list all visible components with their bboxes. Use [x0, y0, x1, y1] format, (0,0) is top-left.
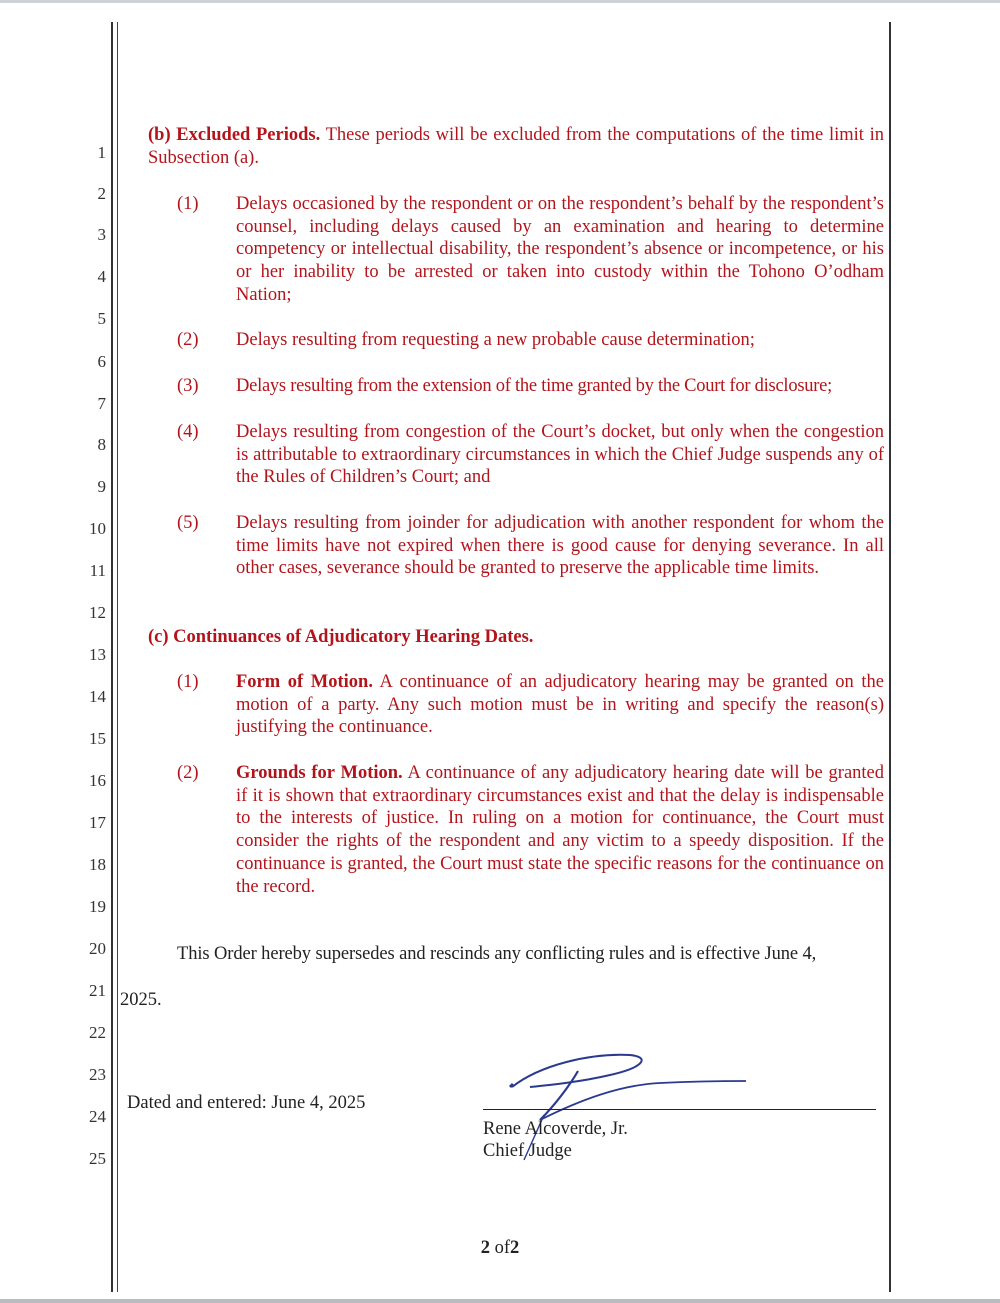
- section-c-heading: (c) Continuances of Adjudicatory Hearing Dates.: [148, 627, 534, 647]
- order-effective-line: This Order hereby supersedes and rescinds any conflicting rules and is effective June 4,: [177, 944, 817, 964]
- form-of-motion-text: A continuance of an adjudicatory hearing may be granted on the motion of a party. Any such motion must be in writing and specify the reason(s) justifying the continuance.: [236, 672, 884, 738]
- page-number: [0, 1238, 1000, 1259]
- line-number: 12: [89, 603, 106, 622]
- grounds-for-motion-title: Grounds for Motion.: [236, 763, 403, 783]
- right-margin-rule: [889, 22, 891, 1292]
- item-number: (5): [177, 513, 199, 533]
- item-number: (4): [177, 422, 199, 442]
- item-number: (2): [177, 330, 199, 350]
- line-number: 22: [89, 1023, 106, 1042]
- grounds-for-motion-text: A continuance of any adjudicatory hearing date will be granted if it is shown that extraordinary circumstances exist and that the delay is indispensable to the interests of justice. In ruling on a motion for continuance, the Court must consider the rights of the respondent and any victim to a speedy disposition. If the continuance is granted, the Court must state the specific reasons for the continuance on the record.: [236, 763, 885, 897]
- line-number: 14: [89, 687, 106, 706]
- dated-entered: Dated and entered: June 4, 2025: [127, 1093, 366, 1113]
- item-number: (2): [177, 763, 199, 783]
- line-number: 2: [97, 184, 106, 203]
- section-b-item-1: Delays occasioned by the respondent or on the respondent’s behalf by the respondent’s counsel, including delays caused by an examination and hearing to determine competency or intellectual disability, the respondent’s absence or incompetence, or his or her inability to be arrested or taken into custody within the Tohono O’odham Nation;: [236, 194, 884, 305]
- section-b-item-4: Delays resulting from congestion of the Court’s docket, but only when the congestion is attributable to extraordinary circumstances in which the Chief Judge suspends any of the Rules of Children’s Court; and: [236, 422, 884, 488]
- section-b-heading: (b) Excluded Periods.: [148, 125, 321, 145]
- line-number: 21: [89, 981, 106, 1000]
- line-number: 11: [89, 561, 106, 580]
- item-number: (1): [177, 672, 199, 692]
- line-number: 9: [97, 477, 106, 496]
- line-number: 23: [89, 1065, 106, 1084]
- section-b-paragraph: [148, 124, 884, 169]
- left-margin-rule: [111, 22, 113, 1292]
- signature-line: [483, 1109, 876, 1110]
- line-number: 10: [89, 519, 106, 538]
- section-b-item-5: Delays resulting from joinder for adjudication with another respondent for whom the time limits have not expired when there is good cause for denying severance. In all other cases, severance should be granted to preserve the applicable time limits.: [236, 513, 884, 579]
- scan-top-edge: [0, 0, 1000, 3]
- section-b-item-2: Delays resulting from requesting a new probable cause determination;: [236, 330, 755, 350]
- left-margin-rule-inner: [117, 22, 118, 1292]
- line-number: 1: [97, 143, 106, 162]
- order-effective-year: 2025.: [120, 990, 162, 1010]
- line-number: 19: [89, 897, 106, 916]
- line-number: 8: [97, 435, 106, 454]
- signer-title: Chief Judge: [483, 1141, 572, 1161]
- item-number: (1): [177, 194, 199, 214]
- item-number: (3): [177, 376, 199, 396]
- page-current: 2: [480, 1238, 490, 1258]
- line-number: 7: [97, 394, 106, 413]
- line-number: 4: [97, 267, 106, 286]
- section-c-item-2: [236, 762, 884, 898]
- page-of: of: [494, 1238, 511, 1258]
- section-c-item-1: [236, 671, 884, 739]
- line-number: 24: [89, 1107, 106, 1126]
- line-number: 16: [89, 771, 106, 790]
- line-number: 18: [89, 855, 106, 874]
- line-number: 17: [89, 813, 106, 832]
- section-b-intro: These periods will be excluded from the computations of the time limit in Subsection (a).: [148, 125, 884, 168]
- line-number: 6: [97, 352, 106, 371]
- line-number: 25: [89, 1149, 106, 1168]
- line-number: 5: [97, 309, 106, 328]
- line-number: 15: [89, 729, 106, 748]
- line-number: 20: [89, 939, 106, 958]
- section-b-item-3: Delays resulting from the extension of the time granted by the Court for disclosure;: [236, 376, 833, 396]
- signer-name: Rene Alcoverde, Jr.: [483, 1119, 628, 1139]
- section-c-paragraph: [148, 626, 884, 649]
- form-of-motion-title: Form of Motion.: [236, 672, 373, 692]
- page-total: 2: [510, 1238, 520, 1258]
- line-number: 13: [89, 645, 106, 664]
- line-number: 3: [97, 225, 106, 244]
- scan-bottom-edge: [0, 1299, 1000, 1303]
